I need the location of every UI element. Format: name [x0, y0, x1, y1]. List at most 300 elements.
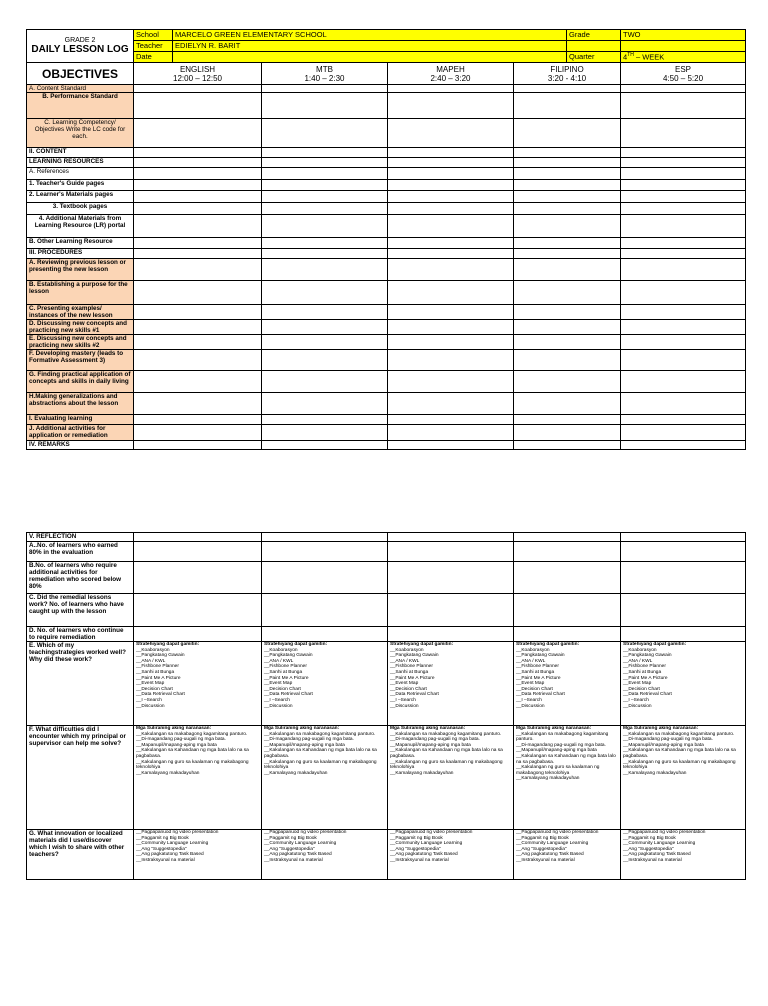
entry-cell[interactable]: [388, 249, 514, 259]
row-label: D. Discussing new concepts and practicing new skills #1: [27, 320, 134, 335]
entry-cell[interactable]: [514, 425, 621, 441]
entry-cell[interactable]: [262, 238, 388, 249]
difficulties-item: __Kakulangan sa makabagong kagamitang panturo.: [264, 731, 376, 737]
strategies-item: __Data Retrieval Chart: [516, 692, 565, 698]
entry-cell[interactable]: [388, 238, 514, 249]
difficulties-item: __Mapanupil/mapang-aping mga bata: [136, 742, 217, 748]
strategies-item: __Sanhi at Bunga: [516, 669, 555, 675]
entry-cell[interactable]: [514, 158, 621, 168]
strategies-list: [621, 642, 746, 726]
row-label: 2. Learner's Materials pages: [27, 191, 134, 203]
lesson-log-top-table: [26, 29, 746, 450]
row-label: B. Other Learning Resource: [27, 238, 134, 249]
row-label: 1. Teacher's Guide pages: [27, 180, 134, 191]
school-label: School: [134, 30, 173, 41]
entry-cell[interactable]: [514, 148, 621, 158]
entry-cell[interactable]: [621, 305, 746, 320]
quarter-label: Quarter: [567, 52, 621, 63]
entry-cell[interactable]: [621, 425, 746, 441]
strategies-item: __Fishbone Planner: [516, 664, 559, 670]
entry-cell[interactable]: [514, 259, 621, 281]
entry-cell[interactable]: [134, 320, 262, 335]
entry-cell[interactable]: [262, 158, 388, 168]
entry-cell[interactable]: [388, 594, 514, 627]
strategies-item: __Pangkatang Gawain: [136, 653, 185, 659]
entry-cell[interactable]: [134, 415, 262, 425]
entry-cell[interactable]: [621, 180, 746, 191]
entry-cell[interactable]: [621, 249, 746, 259]
reflection-label: F. What difficulties did I encounter which my principal or supervisor can help me solve?: [27, 726, 134, 830]
strategies-item: __Decision Chart: [264, 686, 301, 692]
difficulties-item: __Di-magandang pag-uugali ng mga bata.: [390, 737, 480, 743]
strategies-item: __Event Map: [516, 681, 545, 687]
strategies-item: __Koaborasyon: [390, 647, 424, 653]
entry-cell[interactable]: [621, 441, 746, 450]
strategies-title: Stratehiyang dapat gamitin:: [390, 642, 454, 647]
strategies-item: __I –Search: [516, 697, 542, 703]
entry-cell[interactable]: [388, 119, 514, 148]
row-label: H.Making generalizations and abstractions about the lesson: [27, 393, 134, 415]
entry-cell[interactable]: [514, 305, 621, 320]
reflection-label: B.No. of learners who require additional activities for remediation who scored below 80%: [27, 562, 134, 594]
entry-cell[interactable]: [514, 249, 621, 259]
reflection-label: E. Which of my teachingstrategies worked well? Why did these work?: [27, 642, 134, 726]
innovations-item: __Ang "Suggestopedia": [390, 846, 441, 852]
entry-cell[interactable]: [388, 191, 514, 203]
strategies-item: __Discussion: [136, 703, 165, 709]
innovations-item: __Pagpapanuod ng video presentation: [623, 830, 706, 835]
strategies-item: __I –Search: [136, 697, 162, 703]
entry-cell[interactable]: [388, 542, 514, 562]
difficulties-item: __Kakulangan sa Kahandaan ng mga bata lalo na sa pagbabasa.: [390, 748, 503, 759]
entry-cell[interactable]: [621, 215, 746, 238]
reflection-label: G. What innovation or localized materials did I use/discover which I wish to share with other teachers?: [27, 830, 134, 880]
entry-cell[interactable]: [388, 158, 514, 168]
row-label: B. Establishing a purpose for the lesson: [27, 281, 134, 305]
innovations-item: __Community Language Learning: [264, 841, 337, 847]
row-label: LEARNING RESOURCES: [27, 158, 134, 168]
difficulties-list: [621, 726, 746, 830]
entry-cell[interactable]: [621, 371, 746, 393]
entry-cell[interactable]: [514, 203, 621, 215]
entry-cell[interactable]: [621, 259, 746, 281]
entry-cell[interactable]: [388, 203, 514, 215]
strategies-item: __Sanhi at Bunga: [136, 669, 175, 675]
entry-cell[interactable]: [134, 335, 262, 350]
entry-cell[interactable]: [621, 93, 746, 119]
entry-cell[interactable]: [388, 425, 514, 441]
reflection-label: D. No. of learners who continue to require remediation: [27, 627, 134, 642]
entry-cell[interactable]: [514, 85, 621, 93]
difficulties-item: __Di-magandang pag-uugali ng mga bata.: [516, 742, 606, 748]
strategies-title: Stratehiyang dapat gamitin:: [136, 642, 200, 647]
row-label: J. Additional activities for application or remediation: [27, 425, 134, 441]
entry-cell[interactable]: [262, 425, 388, 441]
entry-cell[interactable]: [262, 335, 388, 350]
strategies-item: __I –Search: [390, 697, 416, 703]
difficulties-item: __Kakulangan ng guro sa kaalaman ng makabagong teknolohiya: [516, 765, 600, 776]
entry-cell[interactable]: [262, 542, 388, 562]
entry-cell[interactable]: [134, 148, 262, 158]
entry-cell[interactable]: [621, 158, 746, 168]
innovations-item: __Paggamit ng Big Book: [623, 835, 676, 841]
entry-cell[interactable]: [388, 180, 514, 191]
teacher-label: Teacher: [134, 41, 173, 52]
strategies-item: __Event Map: [264, 681, 293, 687]
innovations-item: __Instraksyunal na material: [390, 857, 449, 863]
strategies-item: __Data Retrieval Chart: [390, 692, 439, 698]
entry-cell[interactable]: [388, 415, 514, 425]
innovations-list: [514, 830, 621, 880]
entry-cell[interactable]: [514, 350, 621, 371]
strategies-title: Stratehiyang dapat gamitin:: [516, 642, 580, 647]
date-value: [173, 52, 567, 63]
difficulties-item: __Kakulangan sa Kahandaan ng mga bata lalo na sa pagbabasa.: [136, 748, 249, 759]
entry-cell[interactable]: [514, 281, 621, 305]
innovations-item: __Ang pagkatutong Task Based: [390, 852, 458, 858]
innovations-item: __Pagpapanuod ng video presentation: [516, 830, 599, 835]
entry-cell[interactable]: [621, 203, 746, 215]
strategies-title: Stratehiyang dapat gamitin:: [623, 642, 687, 647]
entry-cell[interactable]: [621, 627, 746, 642]
entry-cell[interactable]: [134, 85, 262, 93]
difficulties-item: __Kakulangan sa Kahandaan ng mga bata lalo na sa pagbabasa.: [264, 748, 377, 759]
strategies-item: __Paint Me A Picture: [390, 675, 435, 681]
strategies-item: __I –Search: [264, 697, 290, 703]
innovations-item: __Paggamit ng Big Book: [136, 835, 189, 841]
entry-cell[interactable]: [262, 371, 388, 393]
entry-cell[interactable]: [388, 335, 514, 350]
strategies-item: __Discussion: [390, 703, 419, 709]
difficulties-item: __Kakulangan sa makabagong kagamitang panturo.: [136, 731, 248, 737]
reflection-label: V. REFLECTION: [27, 533, 134, 542]
date-label: Date: [134, 52, 173, 63]
difficulties-item: __Mapanupil/mapang-aping mga bata: [264, 742, 345, 748]
innovations-item: __Pagpapanuod ng video presentation: [136, 830, 219, 835]
entry-cell[interactable]: [621, 335, 746, 350]
innovations-item: __Ang "Suggestopedia": [516, 846, 567, 852]
entry-cell[interactable]: [262, 259, 388, 281]
entry-cell[interactable]: [134, 562, 262, 594]
innovations-item: __Ang pagkatutong Task Based: [516, 852, 584, 858]
entry-cell[interactable]: [262, 533, 388, 542]
innovations-list: [621, 830, 746, 880]
strategies-item: __Fishbone Planner: [390, 664, 433, 670]
entry-cell[interactable]: [134, 93, 262, 119]
innovations-item: __Pagpapanuod ng video presentation: [264, 830, 347, 835]
strategies-item: __Koaborasyon: [516, 647, 550, 653]
row-label: IV. REMARKS: [27, 441, 134, 450]
row-label: I. Evaluating learning: [27, 415, 134, 425]
entry-cell[interactable]: [514, 542, 621, 562]
entry-cell[interactable]: [134, 119, 262, 148]
entry-cell[interactable]: [514, 93, 621, 119]
entry-cell[interactable]: [262, 562, 388, 594]
innovations-item: __Ang pagkatutong Task Based: [264, 852, 332, 858]
entry-cell[interactable]: [514, 180, 621, 191]
innovations-item: __Ang "Suggestopedia": [623, 846, 674, 852]
entry-cell[interactable]: [388, 393, 514, 415]
entry-cell[interactable]: [262, 415, 388, 425]
entry-cell[interactable]: [134, 371, 262, 393]
entry-cell[interactable]: [621, 85, 746, 93]
difficulties-item: __Kamalayang makadayuhan: [390, 770, 454, 776]
entry-cell[interactable]: [262, 168, 388, 180]
innovations-item: __Paggamit ng Big Book: [264, 835, 317, 841]
entry-cell[interactable]: [134, 533, 262, 542]
difficulties-item: __Kakulangan sa makabagong kagamitang panturo.: [516, 731, 609, 743]
row-label: C. Presenting examples/ instances of the new lesson: [27, 305, 134, 320]
difficulties-item: __Kakulangan sa Kahandaan ng mga bata lalo na sa pagbabasa.: [516, 753, 616, 765]
entry-cell[interactable]: [262, 281, 388, 305]
entry-cell[interactable]: [134, 393, 262, 415]
strategies-item: __Paint Me A Picture: [264, 675, 309, 681]
entry-cell[interactable]: [388, 85, 514, 93]
entry-cell[interactable]: [514, 594, 621, 627]
entry-cell[interactable]: [388, 371, 514, 393]
entry-cell[interactable]: [388, 441, 514, 450]
entry-cell[interactable]: [134, 215, 262, 238]
entry-cell[interactable]: [262, 627, 388, 642]
entry-cell[interactable]: [514, 371, 621, 393]
entry-cell[interactable]: [262, 191, 388, 203]
entry-cell[interactable]: [514, 627, 621, 642]
entry-cell[interactable]: [388, 168, 514, 180]
entry-cell[interactable]: [262, 594, 388, 627]
difficulties-item: __Di-magandang pag-uugali ng mga bata.: [136, 737, 226, 743]
entry-cell[interactable]: [262, 320, 388, 335]
difficulties-item: __Kakulangan ng guro sa kaalaman ng makabagong teknolohiya: [390, 759, 503, 771]
row-label: II. CONTENT: [27, 148, 134, 158]
row-label: G. Finding practical application of concepts and skills in daily living: [27, 371, 134, 393]
strategies-item: __Koaborasyon: [264, 647, 298, 653]
innovations-item: __Community Language Learning: [516, 841, 589, 847]
entry-cell[interactable]: [262, 215, 388, 238]
difficulties-list: [388, 726, 514, 830]
difficulties-item: __Kamalayang makadayuhan: [623, 770, 687, 776]
entry-cell[interactable]: [388, 305, 514, 320]
difficulties-item: __Di-magandang pag-uugali ng mga bata.: [623, 737, 713, 743]
entry-cell[interactable]: [134, 249, 262, 259]
difficulties-item: __Mapanupil/mapang-aping mga bata: [390, 742, 471, 748]
strategies-item: __ANA / KWL: [390, 658, 420, 664]
entry-cell[interactable]: [262, 441, 388, 450]
strategies-item: __Discussion: [516, 703, 545, 709]
entry-cell[interactable]: [621, 393, 746, 415]
strategies-item: __I –Search: [623, 697, 649, 703]
entry-cell[interactable]: [262, 93, 388, 119]
entry-cell[interactable]: [621, 168, 746, 180]
entry-cell[interactable]: [514, 119, 621, 148]
entry-cell[interactable]: [514, 393, 621, 415]
entry-cell[interactable]: [621, 350, 746, 371]
entry-cell[interactable]: [514, 168, 621, 180]
strategies-item: __Data Retrieval Chart: [264, 692, 313, 698]
entry-cell[interactable]: [134, 238, 262, 249]
row-label: A. Content Standard: [27, 85, 134, 93]
entry-cell[interactable]: [388, 562, 514, 594]
entry-cell[interactable]: [262, 180, 388, 191]
innovations-item: __Instraksyunal na material: [623, 857, 682, 863]
entry-cell[interactable]: [262, 85, 388, 93]
strategies-item: __Decision Chart: [516, 686, 553, 692]
difficulties-title: Mga Suliraning aking naranasan:: [516, 726, 592, 731]
entry-cell[interactable]: [134, 542, 262, 562]
entry-cell[interactable]: [134, 168, 262, 180]
entry-cell[interactable]: [621, 562, 746, 594]
innovations-list: [262, 830, 388, 880]
entry-cell[interactable]: [388, 533, 514, 542]
strategies-item: __Decision Chart: [623, 686, 660, 692]
strategies-item: __Paint Me A Picture: [136, 675, 181, 681]
entry-cell[interactable]: [388, 627, 514, 642]
row-label: 4. Additional Materials from Learning Resource (LR) portal: [27, 215, 134, 238]
entry-cell[interactable]: [388, 93, 514, 119]
entry-cell[interactable]: [388, 148, 514, 158]
entry-cell[interactable]: [134, 259, 262, 281]
teacher-value: EDIELYN R. BARIT: [173, 41, 567, 52]
strategies-item: __Decision Chart: [390, 686, 427, 692]
strategies-item: __Pangkatang Gawain: [264, 653, 313, 659]
entry-cell[interactable]: [621, 119, 746, 148]
innovations-item: __Instraksyunal na material: [516, 857, 575, 863]
strategies-item: __Decision Chart: [136, 686, 173, 692]
entry-cell[interactable]: [514, 238, 621, 249]
entry-cell[interactable]: [514, 415, 621, 425]
strategies-item: __Pangkatang Gawain: [390, 653, 439, 659]
innovations-item: __Paggamit ng Big Book: [516, 835, 569, 841]
row-label: C. Learning Competency/ Objectives Write the LC code for each.: [27, 119, 134, 148]
entry-cell[interactable]: [514, 215, 621, 238]
strategies-item: __Pangkatang Gawain: [623, 653, 672, 659]
entry-cell[interactable]: [388, 281, 514, 305]
grade-field-value: TWO: [621, 30, 746, 41]
entry-cell[interactable]: [134, 191, 262, 203]
innovations-item: __Community Language Learning: [136, 841, 209, 847]
entry-cell[interactable]: [134, 203, 262, 215]
entry-cell[interactable]: [262, 249, 388, 259]
difficulties-item: __Kakulangan ng guro sa kaalaman ng makabagong teknolohiya: [623, 759, 736, 771]
entry-cell[interactable]: [262, 203, 388, 215]
objectives-heading: OBJECTIVES: [27, 63, 134, 85]
lesson-log-reflection-table: [26, 532, 746, 880]
entry-cell[interactable]: [134, 180, 262, 191]
school-value: MARCELO GREEN ELEMENTARY SCHOOL: [173, 30, 567, 41]
innovations-item: __Ang "Suggestopedia": [264, 846, 315, 852]
entry-cell[interactable]: [134, 281, 262, 305]
innovations-list: [134, 830, 262, 880]
entry-cell[interactable]: [134, 627, 262, 642]
entry-cell[interactable]: [621, 415, 746, 425]
difficulties-item: __Kakulangan sa Kahandaan ng mga bata lalo na sa pagbabasa.: [623, 748, 736, 759]
entry-cell[interactable]: [621, 238, 746, 249]
difficulties-item: __Di-magandang pag-uugali ng mga bata.: [264, 737, 354, 743]
row-label: F. Developing mastery (leads to Formative Assessment 3): [27, 350, 134, 371]
entry-cell[interactable]: [134, 594, 262, 627]
entry-cell[interactable]: [514, 441, 621, 450]
grade-label: GRADE 2: [64, 37, 96, 44]
entry-cell[interactable]: [621, 191, 746, 203]
strategies-list: [514, 642, 621, 726]
entry-cell[interactable]: [388, 350, 514, 371]
strategies-item: __Sanhi at Bunga: [623, 669, 662, 675]
innovations-item: __Instraksyunal na material: [264, 857, 323, 863]
entry-cell[interactable]: [134, 441, 262, 450]
entry-cell[interactable]: [262, 119, 388, 148]
entry-cell[interactable]: [621, 320, 746, 335]
difficulties-item: __Kakulangan sa makabagong kagamitang panturo.: [623, 731, 735, 737]
entry-cell[interactable]: [262, 305, 388, 320]
entry-cell[interactable]: [134, 350, 262, 371]
row-label: III. PROCEDURES: [27, 249, 134, 259]
row-label: B. Performance Standard: [27, 93, 134, 119]
strategies-item: __Data Retrieval Chart: [136, 692, 185, 698]
strategies-item: __Event Map: [623, 681, 652, 687]
entry-cell[interactable]: [134, 158, 262, 168]
difficulties-title: Mga Suliraning aking naranasan:: [136, 726, 212, 731]
strategies-item: __Sanhi at Bunga: [390, 669, 429, 675]
entry-cell[interactable]: [621, 148, 746, 158]
entry-cell[interactable]: [621, 542, 746, 562]
difficulties-item: __Kamalayang makadayuhan: [136, 770, 200, 776]
innovations-item: __Ang pagkatutong Task Based: [136, 852, 204, 858]
strategies-item: __Koaborasyon: [623, 647, 657, 653]
subject-esp: ESP 4:50 – 5:20: [621, 63, 746, 85]
strategies-item: __Event Map: [390, 681, 419, 687]
entry-cell[interactable]: [388, 320, 514, 335]
entry-cell[interactable]: [262, 148, 388, 158]
innovations-item: __Ang pagkatutong Task Based: [623, 852, 691, 858]
entry-cell[interactable]: [134, 305, 262, 320]
entry-cell[interactable]: [621, 594, 746, 627]
quarter-value: 4TH – WEEK: [621, 52, 746, 63]
strategies-item: __Event Map: [136, 681, 165, 687]
innovations-item: __Paggamit ng Big Book: [390, 835, 443, 841]
entry-cell[interactable]: [388, 259, 514, 281]
subject-english: ENGLISH 12:00 – 12:50: [134, 63, 262, 85]
entry-cell[interactable]: [262, 350, 388, 371]
difficulties-list: [134, 726, 262, 830]
strategies-item: __ANA / KWL: [264, 658, 294, 664]
innovations-item: __Instraksyunal na material: [136, 857, 195, 863]
entry-cell[interactable]: [621, 533, 746, 542]
entry-cell[interactable]: [514, 191, 621, 203]
difficulties-list: [514, 726, 621, 830]
subject-filipino: FILIPINO 3:20 - 4:10: [514, 63, 621, 85]
entry-cell[interactable]: [514, 320, 621, 335]
entry-cell[interactable]: [388, 215, 514, 238]
strategies-item: __Fishbone Planner: [264, 664, 307, 670]
entry-cell[interactable]: [514, 533, 621, 542]
strategies-title: Stratehiyang dapat gamitin:: [264, 642, 328, 647]
entry-cell[interactable]: [514, 562, 621, 594]
strategies-item: __ANA / KWL: [136, 658, 166, 664]
entry-cell[interactable]: [621, 281, 746, 305]
entry-cell[interactable]: [262, 393, 388, 415]
grade-field-label: Grade: [567, 30, 621, 41]
difficulties-list: [262, 726, 388, 830]
difficulties-item: __Kakulangan ng guro sa kaalaman ng makabagong teknolohiya: [136, 759, 249, 771]
entry-cell[interactable]: [514, 335, 621, 350]
strategies-item: __Sanhi at Bunga: [264, 669, 303, 675]
strategies-list: [388, 642, 514, 726]
difficulties-title: Mga Suliraning aking naranasan:: [623, 726, 699, 731]
strategies-item: __Koaborasyon: [136, 647, 170, 653]
strategies-item: __Pangkatang Gawain: [516, 653, 565, 659]
entry-cell[interactable]: [134, 425, 262, 441]
reflection-label: C. Did the remedial lessons work? No. of learners who have caught up with the lesson: [27, 594, 134, 627]
title-block: [27, 30, 134, 63]
